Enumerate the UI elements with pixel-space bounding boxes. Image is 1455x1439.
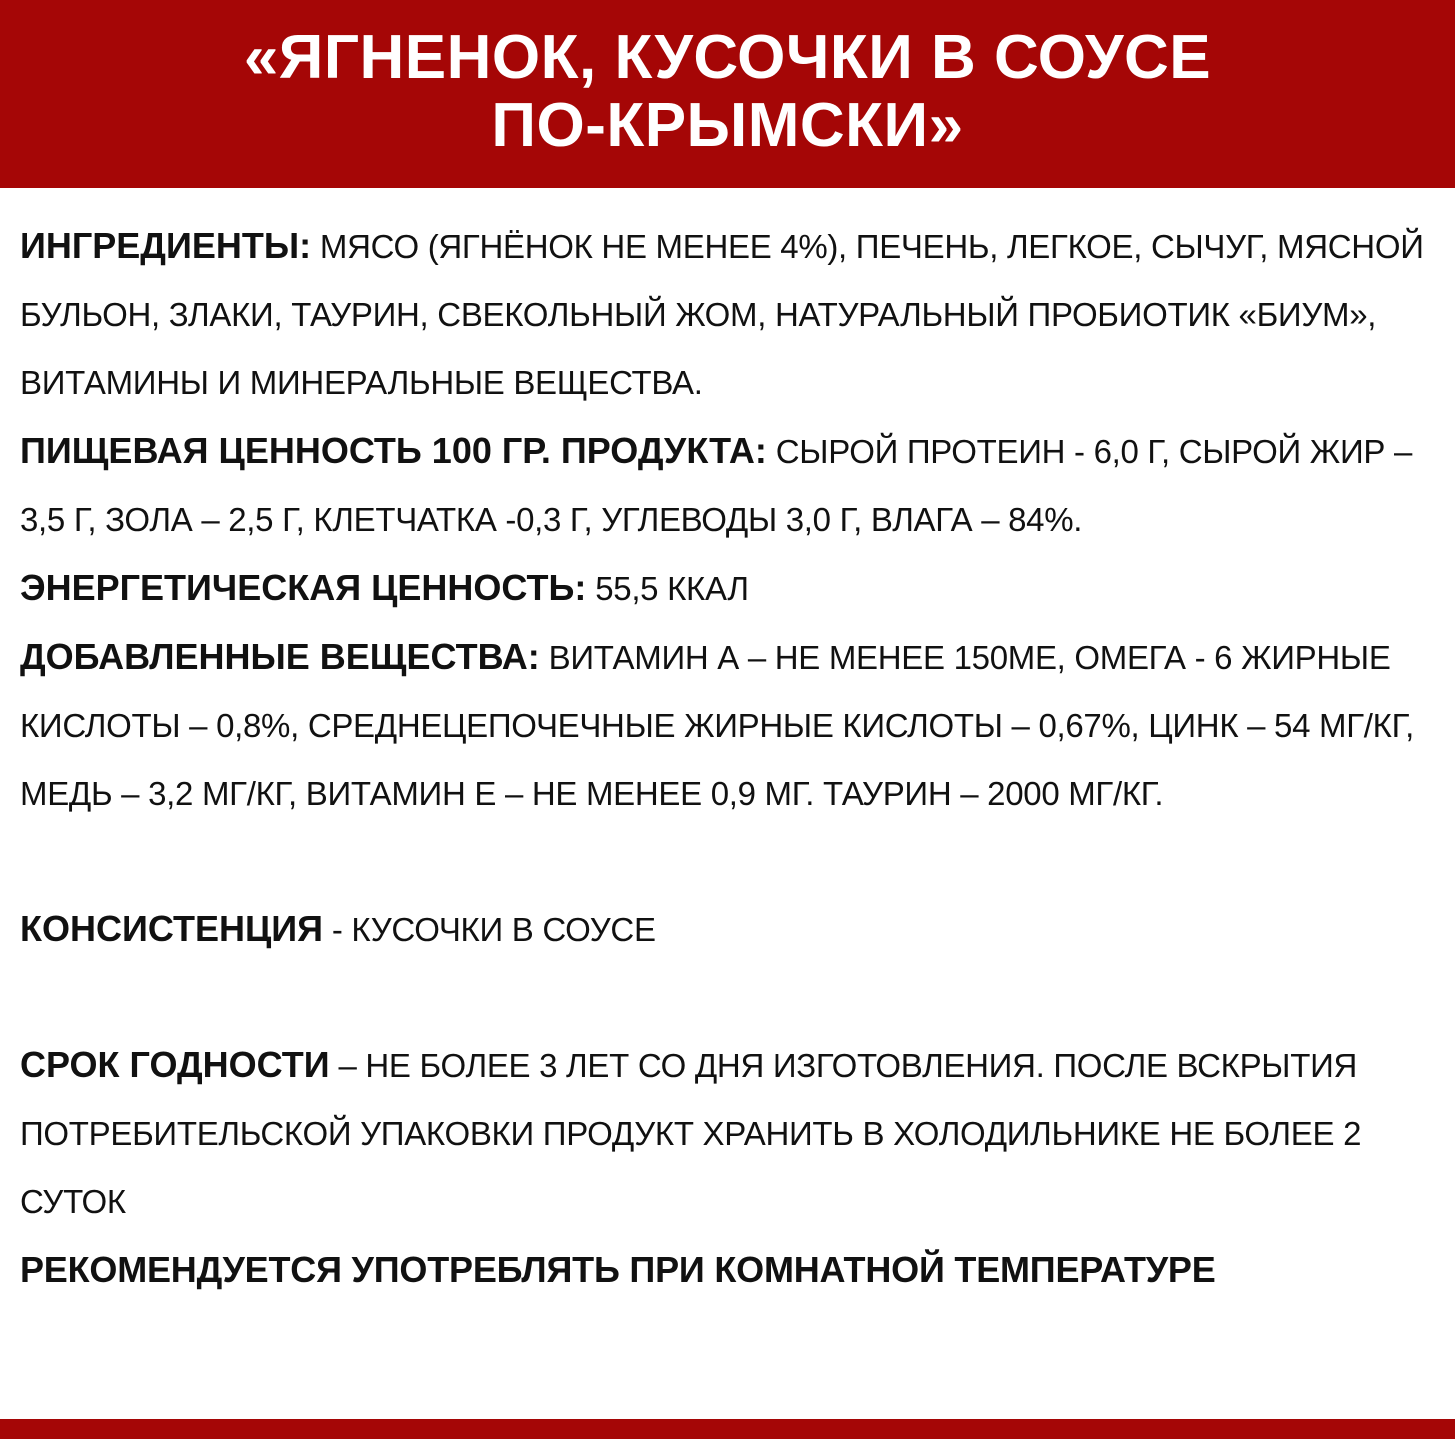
nutrition-text: СЫРОЙ ПРОТЕИН - 6,0 Г, СЫРОЙ ЖИР – 3,5 Г, ЗОЛА – 2,5 Г, КЛЕТЧАТКА -0,3 Г, УГЛЕВОДЫ 3,0 Г, ВЛАГА – 84%. [20,433,1413,538]
title-banner [0,0,1455,188]
ingredients-label: ИНГРЕДИЕНТЫ: [20,225,312,266]
energy-paragraph [20,554,1440,623]
product-info [20,212,1440,1303]
nutrition-paragraph [20,417,1440,554]
energy-label: ЭНЕРГЕТИЧЕСКАЯ ЦЕННОСТЬ: [20,567,587,608]
additives-label: ДОБАВЛЕННЫЕ ВЕЩЕСТВА: [20,636,540,677]
ingredients-paragraph [20,212,1440,417]
shelf-life-text: – НЕ БОЛЕЕ 3 ЛЕТ СО ДНЯ ИЗГОТОВЛЕНИЯ. ПОСЛЕ ВСКРЫТИЯ ПОТРЕБИТЕЛЬСКОЙ УПАКОВКИ ПРОДУКТ ХРАНИТЬ В ХОЛОДИЛЬНИКЕ НЕ БОЛЕЕ 2 СУТОК [20,1047,1362,1220]
recommendation-text: РЕКОМЕНДУЕТСЯ УПОТРЕБЛЯТЬ ПРИ КОМНАТНОЙ ТЕМПЕРАТУРЕ [20,1249,1216,1290]
shelf-life-paragraph [20,1031,1440,1236]
nutrition-label: ПИЩЕВАЯ ЦЕННОСТЬ 100 ГР. ПРОДУКТА: [20,430,767,471]
title-line-1: «ЯГНЕНОК, КУСОЧКИ В СОУСЕ [243,23,1212,92]
shelf-life-label: СРОК ГОДНОСТИ [20,1044,330,1085]
additives-paragraph [20,623,1440,828]
spacer [20,828,1440,895]
additives-text: ВИТАМИН А – НЕ МЕНЕЕ 150МЕ, ОМЕГА - 6 ЖИРНЫЕ КИСЛОТЫ – 0,8%, СРЕДНЕЦЕПОЧЕЧНЫЕ ЖИРНЫЕ КИСЛОТЫ – 0,67%, ЦИНК – 54 МГ/КГ, МЕДЬ – 3,2 МГ/КГ, ВИТАМИН Е – НЕ МЕНЕЕ 0,9 МГ. ТАУРИН – 2000 МГ/КГ. [20,639,1414,812]
title-line-2: ПО-КРЫМСКИ» [491,91,964,160]
ingredients-text: МЯСО (ЯГНЁНОК НЕ МЕНЕЕ 4%), ПЕЧЕНЬ, ЛЕГКОЕ, СЫЧУГ, МЯСНОЙ БУЛЬОН, ЗЛАКИ, ТАУРИН, СВЕКОЛЬНЫЙ ЖОМ, НАТУРАЛЬНЫЙ ПРОБИОТИК «БИУМ», ВИТАМИНЫ И МИНЕРАЛЬНЫЕ ВЕЩЕСТВА. [20,228,1424,401]
footer-bar [0,1419,1455,1439]
consistency-text: - КУСОЧКИ В СОУСЕ [323,911,656,948]
energy-text: 55,5 ККАЛ [586,570,749,607]
consistency-paragraph [20,895,1440,964]
consistency-label: КОНСИСТЕНЦИЯ [20,908,323,949]
spacer [20,964,1440,1031]
